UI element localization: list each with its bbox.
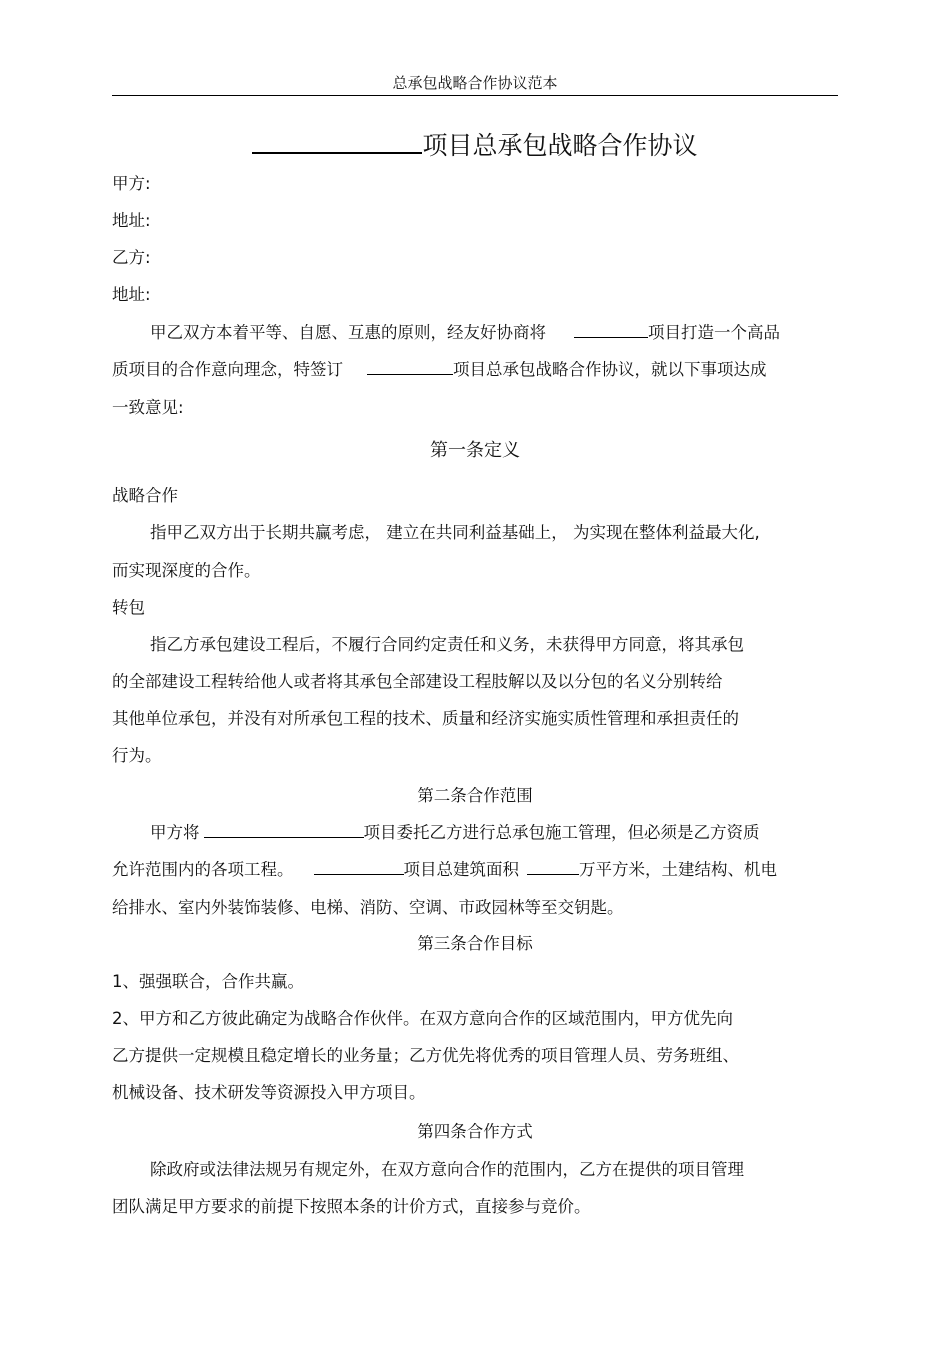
goal-item-2-cont: 机械设备、技术研发等资源投入甲方项目。	[112, 1083, 426, 1102]
article-1-heading: 第一条定义	[430, 440, 520, 461]
intro-text: 项目打造一个高品	[648, 323, 780, 342]
goal-item-2-cont: 乙方提供一定规模且稳定增长的业务量；乙方优先将优秀的项目管理人员、劳务班组、	[112, 1046, 739, 1065]
definition-line: 指甲乙双方出于长期共赢考虑， 建立在共同利益基础上， 为实现在整体利益最大化,	[150, 523, 760, 542]
term-subcontract: 转包	[112, 598, 145, 617]
scope-text: 项目总建筑面积	[403, 860, 519, 879]
document-title	[112, 128, 838, 162]
definition-line: 指乙方承包建设工程后，不履行合同约定责任和义务，未获得甲方同意，将其承包	[150, 635, 744, 654]
intro-text: 甲乙双方本着平等、自愿、互惠的原则，经友好协商将	[150, 323, 546, 342]
project-name-blank	[367, 360, 453, 375]
scope-text: 万平方米，土建结构、机电	[579, 860, 777, 879]
method-line-1: 除政府或法律法规另有规定外，在双方意向合作的范围内，乙方在提供的项目管理	[150, 1160, 744, 1179]
article-4-heading: 第四条合作方式	[417, 1122, 533, 1141]
title-blank	[252, 128, 422, 154]
intro-line-3: 一致意见:	[112, 398, 184, 417]
intro-text: 质项目的合作意向理念，特签订	[112, 360, 343, 379]
term-strategic-cooperation: 战略合作	[112, 486, 178, 505]
article-3-heading: 第三条合作目标	[417, 934, 533, 953]
intro-text: 项目总承包战略合作协议，就以下事项达成	[453, 360, 767, 379]
scope-text: 甲方将	[150, 823, 200, 842]
project-name-blank	[204, 823, 364, 838]
goal-item-2: 2、甲方和乙方彼此确定为战略合作伙伴。在双方意向合作的区域范围内，甲方优先向	[112, 1009, 733, 1028]
definition-line: 的全部建设工程转给他人或者将其承包全部建设工程肢解以及以分包的名义分别转给	[112, 672, 723, 691]
party-a-address-label: 地址:	[112, 211, 151, 230]
party-a-label: 甲方:	[112, 174, 151, 193]
scope-text: 允许范围内的各项工程。	[112, 860, 294, 879]
project-name-blank	[574, 323, 648, 338]
area-blank	[527, 860, 579, 875]
document-title-text: 项目总承包战略合作协议	[422, 131, 698, 160]
scope-line-2	[112, 860, 777, 880]
intro-line-1	[150, 323, 780, 343]
intro-line-2	[112, 360, 767, 380]
article-2-heading: 第二条合作范围	[417, 786, 533, 805]
scope-text: 项目委托乙方进行总承包施工管理，但必须是乙方资质	[363, 823, 760, 842]
method-line-2: 团队满足甲方要求的前提下按照本条的计价方式，直接参与竞价。	[112, 1197, 591, 1216]
party-b-label: 乙方:	[112, 248, 151, 267]
definition-line: 而实现深度的合作。	[112, 561, 261, 580]
party-b-address-label: 地址:	[112, 285, 151, 304]
running-header: 总承包战略合作协议范本	[392, 74, 558, 92]
header-rule	[112, 95, 838, 96]
goal-item-1: 1、强强联合，合作共赢。	[112, 972, 304, 991]
definition-line: 其他单位承包，并没有对所承包工程的技术、质量和经济实施实质性管理和承担责任的	[112, 709, 739, 728]
scope-line-3: 给排水、室内外装饰装修、电梯、消防、空调、市政园林等至交钥匙。	[112, 898, 624, 917]
project-name-blank	[314, 860, 404, 875]
scope-line-1	[150, 823, 760, 843]
definition-line: 行为。	[112, 746, 162, 765]
